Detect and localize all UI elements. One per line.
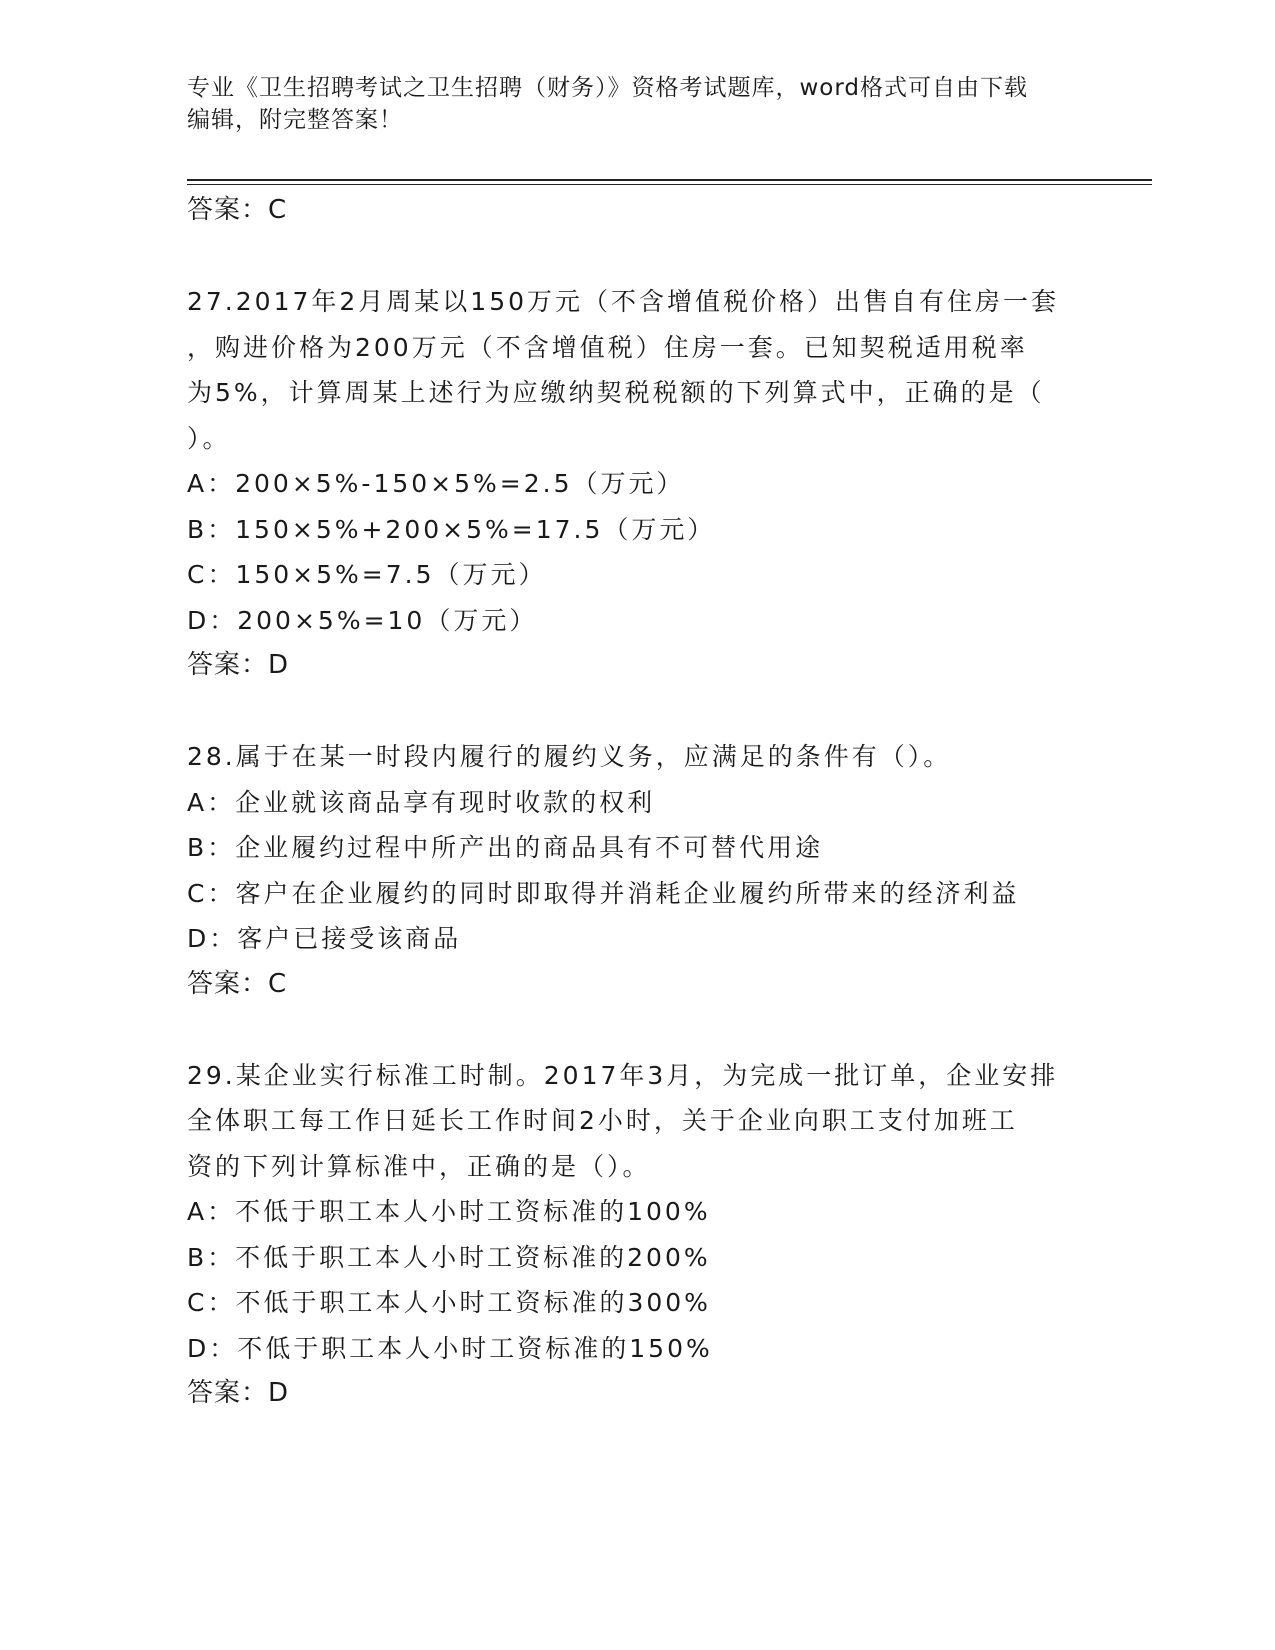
option-d: D：200×5%=10（万元） — [187, 605, 538, 635]
previous-answer: 答案：C — [187, 195, 288, 225]
option-d: D：客户已接受该商品 — [187, 924, 462, 953]
question-stem-line: 资的下列计算标准中，正确的是（）。 — [187, 1151, 651, 1181]
option-b: B：不低于职工本人小时工资标准的200% — [187, 1242, 711, 1272]
spacer — [187, 1007, 1087, 1053]
option-d: D：不低于职工本人小时工资标准的150% — [187, 1333, 713, 1363]
spacer — [187, 689, 1087, 735]
answer-line: 答案：D — [187, 1378, 290, 1408]
question-27 — [187, 279, 1087, 689]
spacer — [187, 234, 1087, 280]
question-stem-line: 29.某企业实行标准工时制。2017年3月，为完成一批订单，企业安排 — [187, 1060, 1059, 1090]
option-a: A：不低于职工本人小时工资标准的100% — [187, 1197, 711, 1226]
question-28 — [187, 734, 1087, 1007]
header-rule-thin — [187, 184, 1152, 185]
question-list — [187, 188, 1087, 1417]
header-rule-thick — [187, 179, 1152, 181]
question-stem-line: ，购进价格为200万元（不含增值税）住房一套。已知契税适用税率 — [187, 332, 1028, 362]
header-line-1: 专业《卫生招聘考试之卫生招聘（财务）》资格考试题库，word格式可自由下载 — [187, 75, 1029, 101]
option-c: C：客户在企业履约的同时即取得并消耗企业履约所带来的经济利益 — [187, 878, 1020, 908]
question-stem-line: 28.属于在某一时段内履行的履约义务，应满足的条件有（）。 — [187, 742, 952, 771]
option-b: B：企业履约过程中所产出的商品具有不可替代用途 — [187, 833, 824, 862]
answer-line: 答案：D — [187, 650, 290, 680]
option-a: A：200×5%-150×5%=2.5（万元） — [187, 469, 685, 498]
option-b: B：150×5%+200×5%=17.5（万元） — [187, 514, 716, 544]
option-c: C：150×5%=7.5（万元） — [187, 560, 547, 589]
document-header — [187, 72, 1087, 136]
question-29 — [187, 1053, 1087, 1417]
header-line-2: 编辑，附完整答案！ — [187, 107, 403, 133]
option-c: C：不低于职工本人小时工资标准的300% — [187, 1288, 711, 1317]
option-a: A：企业就该商品享有现时收款的权利 — [187, 787, 656, 817]
answer-line: 答案：C — [187, 968, 288, 999]
question-stem-line: 为5%，计算周某上述行为应缴纳契税税额的下列算式中，正确的是（ — [187, 378, 1045, 407]
question-stem-line: 全体职工每工作日延长工作时间2小时，关于企业向职工支付加班工 — [187, 1106, 1018, 1135]
question-stem-line: 27.2017年2月周某以150万元（不含增值税价格）出售自有住房一套 — [187, 287, 1060, 316]
question-stem-line: ）。 — [187, 423, 231, 453]
